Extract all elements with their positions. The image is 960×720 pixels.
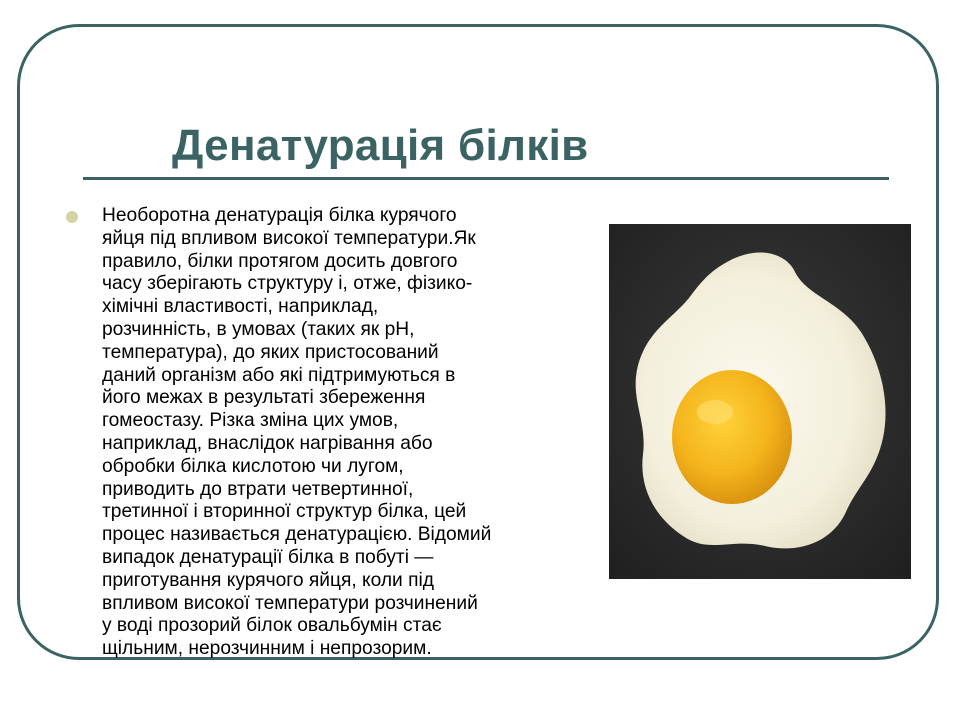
bullet-text: Необоротна денатурація білка курячого яйця під впливом високої температури.Як правило, білки протягом досить довгого часу зберігають структуру і, отже, фізико- хімічні властивості, наприклад, розчинність, в умовах (таких як pH, температура), до яких пристосований даний організм або які підтримуються в його межах в результаті збереження гомеостазу. Різка зміна цих умов, наприклад, внаслідок нагрівання або обробки білка кислотою чи лугом, приводить до втрати четвертинної, третинної і вторинної структур білка, цей процес називається денатурацією. Відомий випадок денатурації білка в побуті — приготування курячого яйця, коли під впливом високої температури розчинений у воді прозорий білок овальбумін стає щільним, нерозчинним і непрозорим. (102, 205, 492, 660)
bullet-icon (66, 211, 78, 223)
fried-egg-image (609, 224, 911, 579)
yolk-highlight (697, 400, 733, 424)
title-underline (83, 177, 889, 180)
slide-title: Денатурація білків (172, 121, 589, 170)
egg-yolk-shape (672, 370, 792, 504)
fried-egg-photo (609, 224, 911, 579)
